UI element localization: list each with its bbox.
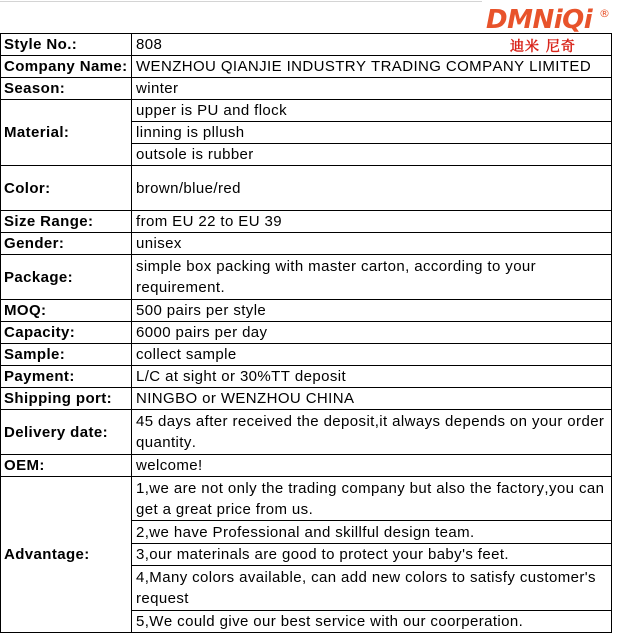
- label-gender: Gender:: [1, 233, 132, 254]
- value-material-upper: upper is PU and flock: [132, 100, 611, 122]
- spec-row-season: [1, 78, 612, 100]
- values-color: [132, 166, 612, 210]
- value-company-name: WENZHOU QIANJIE INDUSTRY TRADING COMPANY LIMITED: [136, 58, 592, 75]
- values-capacity: [132, 322, 612, 343]
- value-material-outsole: outsole is rubber: [136, 146, 254, 163]
- values-shipping-port: [132, 388, 612, 409]
- label-advantage: Advantage:: [1, 477, 132, 632]
- spec-row-package: [1, 255, 612, 300]
- spec-row-company-name: [1, 56, 612, 78]
- label-size-range: Size Range:: [1, 211, 132, 232]
- spec-row-color: [1, 166, 612, 211]
- values-delivery-date: [132, 410, 612, 454]
- spec-row-payment: [1, 366, 612, 388]
- label-delivery-date: Delivery date:: [1, 410, 132, 454]
- label-oem: OEM:: [1, 455, 132, 476]
- spec-table: [0, 33, 612, 633]
- values-package: [132, 255, 612, 299]
- value-advantage-4: 4,Many colors available, can add new colors to satisfy customer's request: [132, 566, 611, 611]
- label-shipping-port: Shipping port:: [1, 388, 132, 409]
- label-company-name: Company Name:: [1, 56, 132, 77]
- value-advantage-1: 1,we are not only the trading company but also the factory,you can get a great price from us.: [132, 477, 611, 521]
- spec-row-gender: [1, 233, 612, 255]
- value-advantage-3: 3,our materinals are good to protect your baby's feet.: [132, 544, 611, 566]
- label-package: Package:: [1, 255, 132, 299]
- value-moq: 500 pairs per style: [136, 302, 267, 319]
- label-sample: Sample:: [1, 344, 132, 365]
- values-sample: [132, 344, 612, 365]
- label-moq: MOQ:: [1, 300, 132, 321]
- label-material: Material:: [1, 100, 132, 165]
- spec-row-oem: [1, 455, 612, 477]
- spec-row-capacity: [1, 322, 612, 344]
- value-payment: L/C at sight or 30%TT deposit: [136, 368, 347, 385]
- value-shipping-port: NINGBO or WENZHOU CHINA: [136, 390, 355, 407]
- value-material-lining: linning is pllush: [132, 122, 611, 144]
- value-season: winter: [136, 80, 179, 97]
- value-advantage-2: 2,we have Professional and skillful design team.: [132, 521, 611, 544]
- spec-row-shipping-port: [1, 388, 612, 410]
- value-style-no: 808: [136, 36, 163, 53]
- values-material: [132, 100, 612, 165]
- label-season: Season:: [1, 78, 132, 99]
- values-season: [132, 78, 612, 99]
- sheet-gridline: [0, 1, 482, 2]
- spec-row-sample: [1, 344, 612, 366]
- values-style-no: [132, 34, 612, 55]
- values-advantage: [132, 477, 612, 632]
- value-delivery-date: 45 days after received the deposit,it always depends on your order quantity.: [136, 413, 605, 451]
- value-color: brown/blue/red: [136, 179, 241, 197]
- spec-row-size-range: [1, 211, 612, 233]
- value-gender: unisex: [136, 235, 182, 252]
- spec-row-moq: [1, 300, 612, 322]
- values-company-name: [132, 56, 612, 77]
- values-moq: [132, 300, 612, 321]
- spec-row-style-no: [1, 34, 612, 56]
- label-capacity: Capacity:: [1, 322, 132, 343]
- label-payment: Payment:: [1, 366, 132, 387]
- value-package: simple box packing with master carton, according to your requirement.: [136, 258, 537, 296]
- value-sample: collect sample: [136, 346, 237, 363]
- registered-mark: ®: [599, 7, 610, 20]
- spec-row-delivery-date: [1, 410, 612, 455]
- logo-chinese-name: 迪米 尼奇: [510, 39, 576, 55]
- spec-row-material: [1, 100, 612, 166]
- value-advantage-5: 5,We could give our best service with our coorperation.: [136, 613, 524, 630]
- spec-row-advantage: [1, 477, 612, 633]
- value-oem: welcome!: [136, 457, 203, 474]
- values-gender: [132, 233, 612, 254]
- label-style-no: Style No.:: [1, 34, 132, 55]
- logo-wordmark: DMNiQi: [486, 5, 593, 35]
- values-oem: [132, 455, 612, 476]
- value-size-range: from EU 22 to EU 39: [136, 213, 282, 230]
- values-size-range: [132, 211, 612, 232]
- values-payment: [132, 366, 612, 387]
- label-color: Color:: [1, 166, 132, 210]
- value-capacity: 6000 pairs per day: [136, 324, 268, 341]
